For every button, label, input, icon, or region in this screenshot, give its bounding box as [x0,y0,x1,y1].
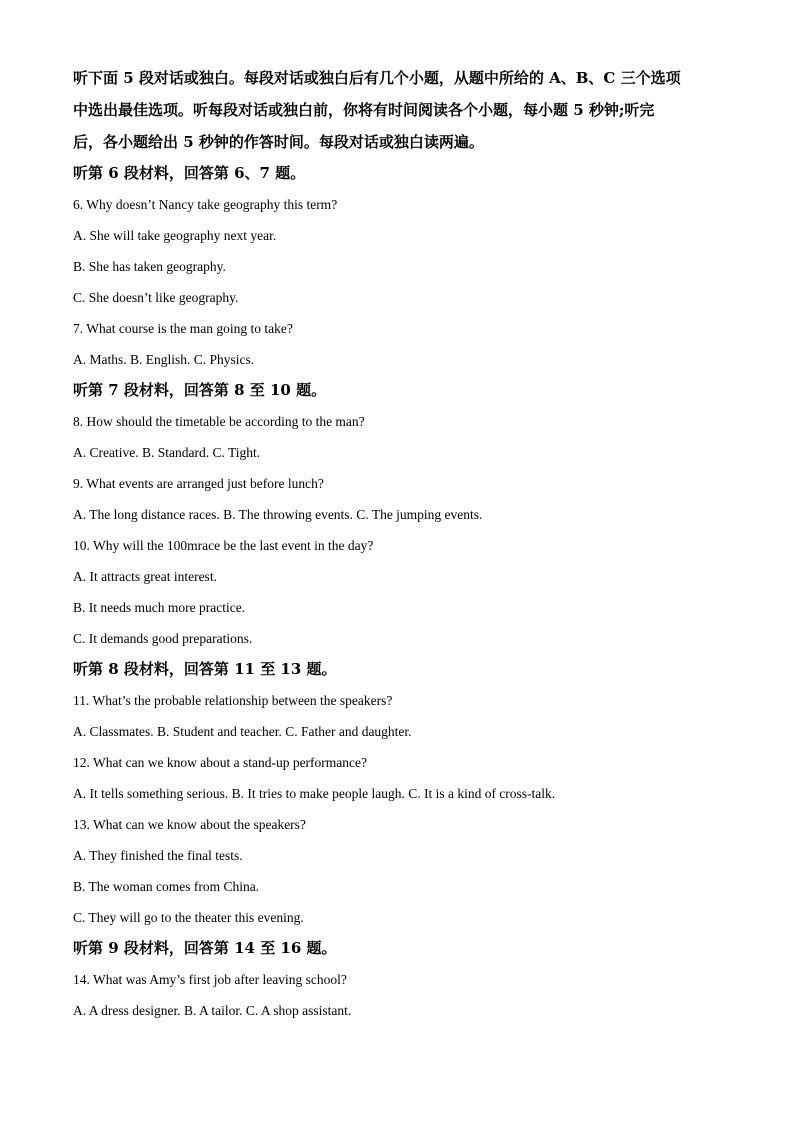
option-10c: C. It demands good preparations. [73,631,253,646]
question-8: 8. How should the timetable be according to the man? [73,414,365,429]
question-6: 6. Why doesn’t Nancy take geography this term? [73,197,338,212]
instructions-line-1: 听下面 5 段对话或独白。每段对话或独白后有几个小题，从题中所给的 A、B、C 三个选项 [73,69,681,87]
options-11: A. Classmates. B. Student and teacher. C. Father and daughter. [73,724,412,739]
instructions-line-3: 后，各小题给出 5 秒钟的作答时间。每段对话或独白读两遍。 [73,133,484,151]
options-12: A. It tells something serious. B. It tries to make people laugh. C. It is a kind of cross-talk. [73,786,556,801]
section-heading: 听第 7 段材料，回答第 8 至 10 题。 [73,381,327,399]
options-7: A. Maths. B. English. C. Physics. [73,352,255,367]
question-12: 12. What can we know about a stand-up performance? [73,755,368,770]
option-10a: A. It attracts great interest. [73,569,217,584]
options-14: A. A dress designer. B. A tailor. C. A shop assistant. [73,1003,352,1018]
question-14: 14. What was Amy’s first job after leaving school? [73,972,347,987]
instructions-line-2: 中选出最佳选项。听每段对话或独白前，你将有时间阅读各个小题，每小题 5 秒钟;听完 [73,101,655,119]
section-passage-9 [73,933,723,1026]
options-8: A. Creative. B. Standard. C. Tight. [73,445,261,460]
question-7: 7. What course is the man going to take? [73,321,293,336]
section-passage-7 [73,375,723,654]
question-10: 10. Why will the 100mrace be the last event in the day? [73,538,374,553]
option-10b: B. It needs much more practice. [73,600,246,615]
question-13: 13. What can we know about the speakers? [73,817,306,832]
section-heading: 听第 8 段材料，回答第 11 至 13 题。 [73,660,337,678]
exam-page [73,62,723,1026]
listening-instructions [73,62,723,158]
question-11: 11. What’s the probable relationship between the speakers? [73,693,393,708]
option-6a: A. She will take geography next year. [73,228,277,243]
options-9: A. The long distance races. B. The throwing events. C. The jumping events. [73,507,483,522]
option-13b: B. The woman comes from China. [73,879,260,894]
section-passage-6 [73,158,723,375]
option-6b: B. She has taken geography. [73,259,226,274]
option-13c: C. They will go to the theater this evening. [73,910,304,925]
option-6c: C. She doesn’t like geography. [73,290,239,305]
section-heading: 听第 6 段材料，回答第 6、7 题。 [73,164,306,182]
section-passage-8 [73,654,723,933]
question-9: 9. What events are arranged just before lunch? [73,476,324,491]
section-heading: 听第 9 段材料，回答第 14 至 16 题。 [73,939,337,957]
option-13a: A. They finished the final tests. [73,848,243,863]
